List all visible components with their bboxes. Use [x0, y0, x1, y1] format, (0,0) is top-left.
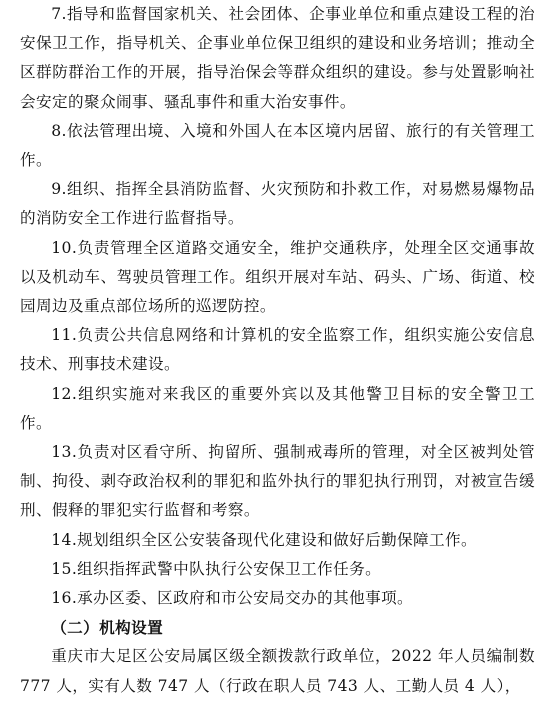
duty-item-16: 16.承办区委、区政府和市公安局交办的其他事项。 — [51, 589, 414, 608]
duty-item-14: 14.规划组织全区公安装备现代化建设和做好后勤保障工作。 — [51, 530, 478, 549]
duty-item-7: 7.指导和监督国家机关、社会团体、企事业单位和重点建设工程的治安保卫工作，指导机关、企事业单位保卫组织的建设和业务培训；推动全区群防群治工作的开展，指导治保会等群众组织的建设。参与处置影响社会安定的聚众闹事、骚乱事件和重大治安事件。 — [20, 5, 535, 111]
duty-item-8: 8.依法管理出境、入境和外国人在本区境内居留、旅行的有关管理工作。 — [20, 121, 535, 170]
duty-item-15: 15.组织指挥武警中队执行公安保卫工作任务。 — [51, 559, 382, 578]
duty-item-11: 11.负责公共信息网络和计算机的安全监察工作，组织实施公安信息技术、刑事技术建设。 — [20, 326, 535, 374]
duty-item-10: 10.负责管理全区道路交通安全，维护交通秩序，处理全区交通事故以及机动车、驾驶员管理工作。组织开展对车站、码头、广场、街道、校园周边及重点部位场所的巡逻防控。 — [20, 238, 535, 316]
duty-item-9: 9.组织、指挥全县消防监督、火灾预防和扑救工作，对易燃易爆物品的消防安全工作进行监督指导。 — [20, 180, 535, 228]
section-heading: （二）机构设置 — [51, 618, 164, 638]
duty-item-13: 13.负责对区看守所、拘留所、强制戒毒所的管理，对全区被判处管制、拘役、剥夺政治权利的罪犯和监外执行的罪犯执行刑罚，对被宣告缓刑、假释的罪犯实行监督和考察。 — [20, 443, 535, 520]
duty-item-12: 12.组织实施对来我区的重要外宾以及其他警卫目标的安全警卫工作。 — [20, 384, 535, 432]
staffing-paragraph: 重庆市大足区公安局属区级全额拨款行政单位，2022 年人员编制数 777 人，实有人数 747 人（行政在职人员 743 人、工勤人员 4 人）， — [20, 647, 535, 695]
